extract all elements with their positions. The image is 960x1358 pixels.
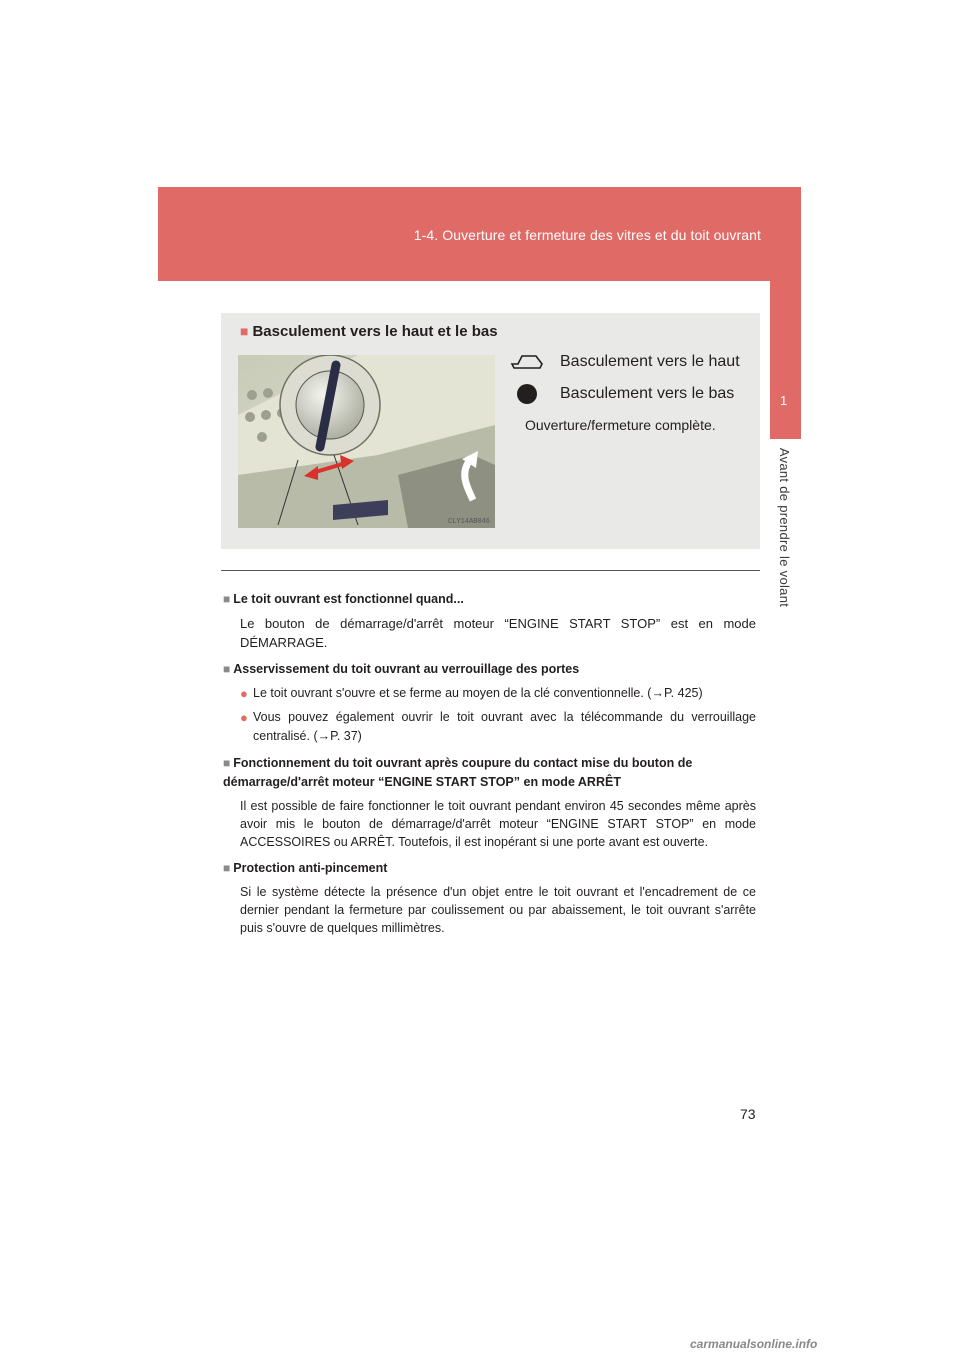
- legend-note: Ouverture/fermeture complète.: [525, 417, 716, 433]
- section-heading: ■ Le toit ouvrant est fonctionnel quand...: [223, 592, 464, 606]
- illustration-panel: [221, 313, 760, 549]
- section-text: Il est possible de faire fonctionner le toit ouvrant pendant environ 45 secondes même après avoir mis le bouton de démarrage/d'arrêt moteur “ENGINE START STOP” en mode ACCESSOIRES ou ARRÊT. Toutefois, il est inopérant si une porte avant est ouverte.: [240, 799, 756, 849]
- sunroof-switch-drawing: [238, 355, 495, 528]
- square-bullet-icon: ■: [223, 861, 231, 875]
- square-bullet-icon: ■: [240, 323, 249, 339]
- legend-tilt-down: [507, 381, 734, 407]
- bullet-dot-icon: ●: [240, 710, 248, 725]
- sunroof-switch-illustration: [238, 355, 495, 528]
- square-bullet-icon: ■: [223, 662, 231, 676]
- square-bullet-icon: ■: [223, 756, 231, 770]
- watermark: carmanualsonline.info: [690, 1337, 818, 1351]
- notes-content: [223, 590, 756, 937]
- section-text: Si le système détecte la présence d'un objet entre le toit ouvrant et l'encadrement de ce dernier pendant la fermeture par coulissement ou par abaissement, le toit ouvrant s'arrête puis s'ouvre de quelques millimètres.: [240, 885, 756, 935]
- square-bullet-icon: ■: [223, 592, 231, 606]
- section-heading: ■ Asservissement du toit ouvrant au verrouillage des portes: [223, 662, 580, 676]
- figure-code: CLY14AB046: [447, 518, 490, 526]
- car-outline-icon: [507, 350, 547, 374]
- header-band: [158, 187, 801, 281]
- list-item-text: Le toit ouvrant s'ouvre et se ferme au moyen de la clé conventionnelle. (→P. 425): [253, 686, 703, 700]
- section-heading: ■ Protection anti-pincement: [223, 861, 388, 875]
- filled-circle-icon: [507, 382, 547, 406]
- list-item: [240, 684, 756, 703]
- list-item-text: Vous pouvez également ouvrir le toit ouvrant avec la télécommande du verrouillage centralisé. (→P. 37): [253, 710, 756, 743]
- section-text: Le bouton de démarrage/d'arrêt moteur “ENGINE START STOP” est en mode DÉMARRAGE.: [240, 616, 756, 650]
- section-title: 1-4. Ouverture et fermeture des vitres et du toit ouvrant: [413, 227, 761, 243]
- section-heading: ■ Fonctionnement du toit ouvrant après coupure du contact mise du bouton de démarrage/d'arrêt moteur “ENGINE START STOP” en mode ARRÊT: [223, 756, 693, 789]
- page-number: 73: [740, 1106, 756, 1122]
- legend-tilt-up: [507, 349, 740, 375]
- legend-tilt-up-label: Basculement vers le haut: [560, 353, 740, 370]
- list-item: [240, 708, 756, 746]
- bullet-dot-icon: ●: [240, 686, 248, 701]
- panel-heading: [240, 323, 498, 340]
- chapter-number: 1: [780, 393, 788, 408]
- divider: [221, 570, 760, 571]
- legend-tilt-down-label: Basculement vers le bas: [560, 385, 735, 402]
- chapter-label-text: Avant de prendre le volant: [777, 447, 793, 608]
- chapter-label: [774, 435, 796, 620]
- panel-heading-text: Basculement vers le haut et le bas: [252, 323, 498, 340]
